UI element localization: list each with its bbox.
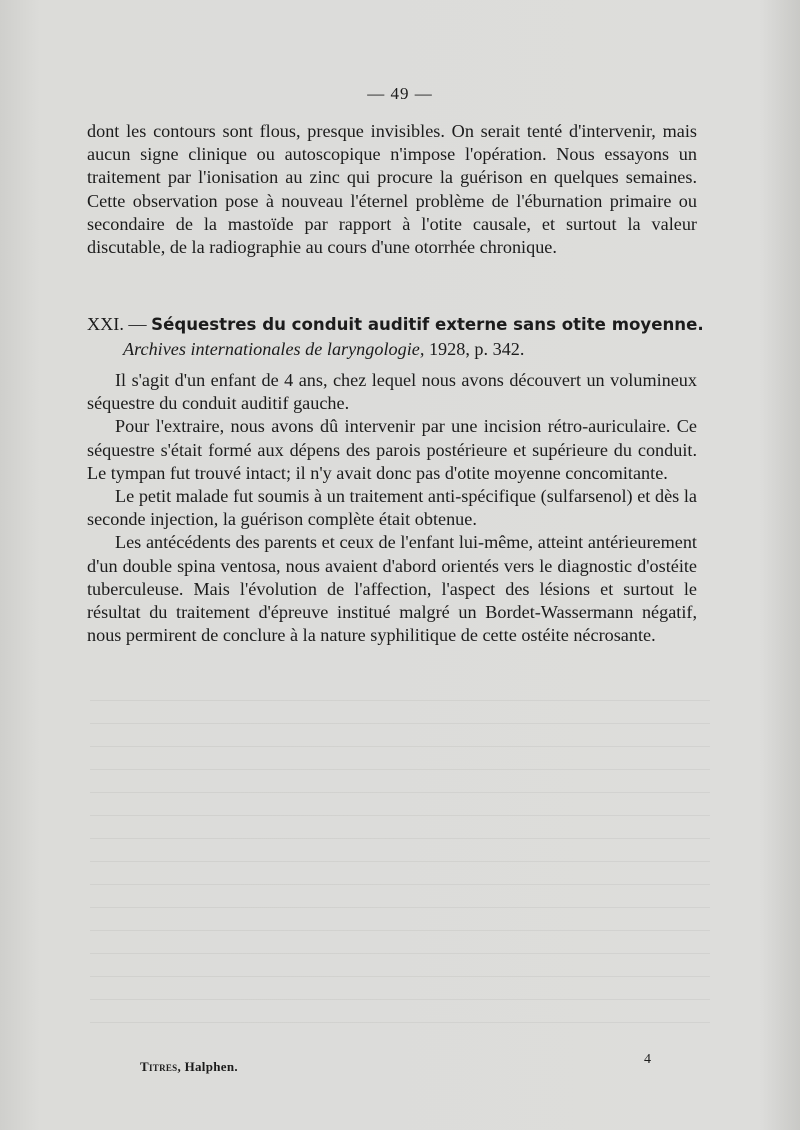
citation: 1928, p. 342. (428, 339, 525, 359)
paragraph: dont les contours sont flous, presque invisibles. On serait tenté d'intervenir, mais aucun signe clinique ou autoscopique n'impose l'opération. Nous essayons un traitement par l'ionisation au zinc qui procure la guérison en quelques semaines. Cette observation pose à nouveau l'éternel problème de l'éburnation primaire ou secondaire de la mastoïde par rapport à l'otite causale, et surtout la valeur discutable, de la radiographie au cours d'une otorrhée chronique. (87, 121, 697, 258)
journal-name: Archives internationales de laryngologie, (123, 339, 425, 359)
entry-heading (87, 312, 707, 361)
show-through-texture (90, 700, 710, 1030)
paragraph: Pour l'extraire, nous avons dû intervenir par une incision rétro-auriculaire. Ce séquestre s'était formé aux dépens des parois postérieure et supérieure du conduit. Le tympan fut trouvé intact; il n'y avait donc pas d'otite moyenne concomitante. (87, 416, 697, 483)
page-number: — 49 — (367, 84, 433, 103)
sheet-number: 4 (644, 1052, 651, 1067)
paragraph: Il s'agit d'un enfant de 4 ans, chez lequel nous avons découvert un volumineux séquestre du conduit auditif gauche. (87, 370, 697, 414)
footer-author: , Halphen. (177, 1059, 238, 1074)
footer-signature (140, 1059, 238, 1075)
paragraph: Les antécédents des parents et ceux de l'enfant lui-même, atteint antérieurement d'un double spina ventosa, nous avaient d'abord orientés vers le diagnostic d'ostéite tuberculeuse. Mais l'évolution de l'affection, l'aspect des lésions et surtout le résultat du traitement d'épreuve institué malgré un Bordet-Wassermann négatif, nous permirent de conclure à la nature syphilitique de cette ostéite nécrosante. (87, 532, 697, 646)
entry-source (87, 337, 707, 361)
footer-title: Titres (140, 1059, 178, 1074)
entry-body (87, 369, 697, 647)
entry-number: XXI. — (87, 314, 147, 334)
paragraph: Le petit malade fut soumis à un traitement anti-spécifique (sulfarsenol) et dès la seconde injection, la guérison complète était obtenue. (87, 486, 697, 530)
entry-title: Séquestres du conduit auditif externe sans otite moyenne. (151, 315, 704, 334)
continuation-text (87, 120, 697, 259)
